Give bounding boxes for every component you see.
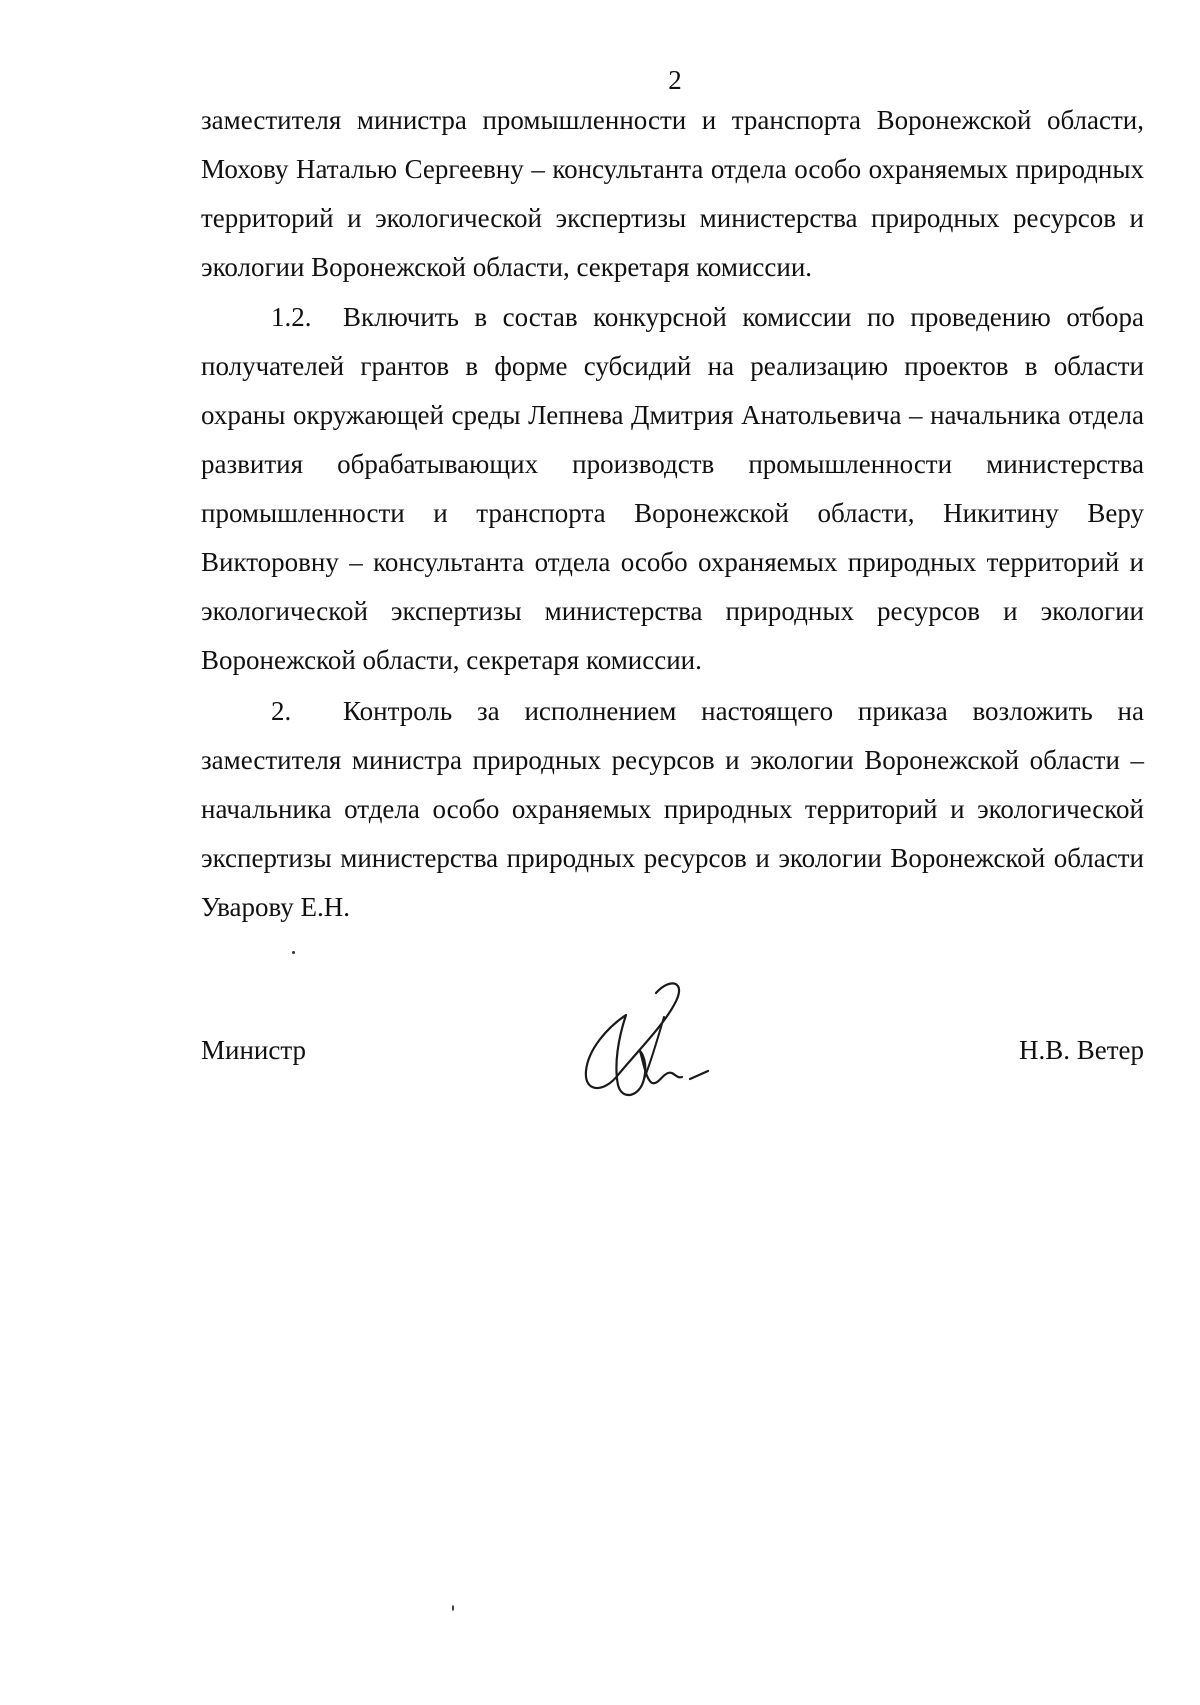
signatory-name: Н.В. Ветер (1018, 1035, 1144, 1065)
item-2 (201, 687, 1144, 932)
scan-speck (452, 1605, 454, 1611)
document-body (201, 96, 1144, 292)
scan-speck (292, 951, 295, 954)
numbered-paragraph (201, 687, 1144, 932)
handwritten-signature (578, 975, 728, 1105)
paragraph-number: 2. (271, 696, 292, 726)
item-1-2 (201, 293, 1144, 685)
paragraph-number: 1.2. (271, 302, 312, 332)
numbered-paragraph (201, 293, 1144, 685)
signatory-title: Министр (201, 1035, 306, 1065)
opening-paragraph: заместителя министра промышленности и транспорта Воронежской области, Мохову Наталью Сергеевну – консультанта отдела особо охраняемых природных территорий и экологической экспертизы министерства природных ресурсов и экологии Воронежской области, секретаря комиссии. (201, 105, 1144, 282)
paragraph-text: Включить в состав конкурсной комиссии по проведению отбора получателей грантов в форме субсидий на реализацию проектов в области охраны окружающей среды Лепнева Дмитрия Анатольевича – начальника отдела развития обрабатывающих производств промышленности министерства промышленности и транспорта Воронежской области, Никитину Веру Викторовну – консультанта отдела особо охраняемых природных территорий и экологической экспертизы министерства природных ресурсов и экологии Воронежской области, секретаря комиссии. (201, 302, 1144, 675)
paragraph-text: Контроль за исполнением настоящего приказа возложить на заместителя министра природных ресурсов и экологии Воронежской области – начальника отдела особо охраняемых природных территорий и экологической экспертизы министерства природных ресурсов и экологии Воронежской области Уварову Е.Н. (201, 696, 1144, 922)
page-number: 2 (668, 65, 682, 95)
